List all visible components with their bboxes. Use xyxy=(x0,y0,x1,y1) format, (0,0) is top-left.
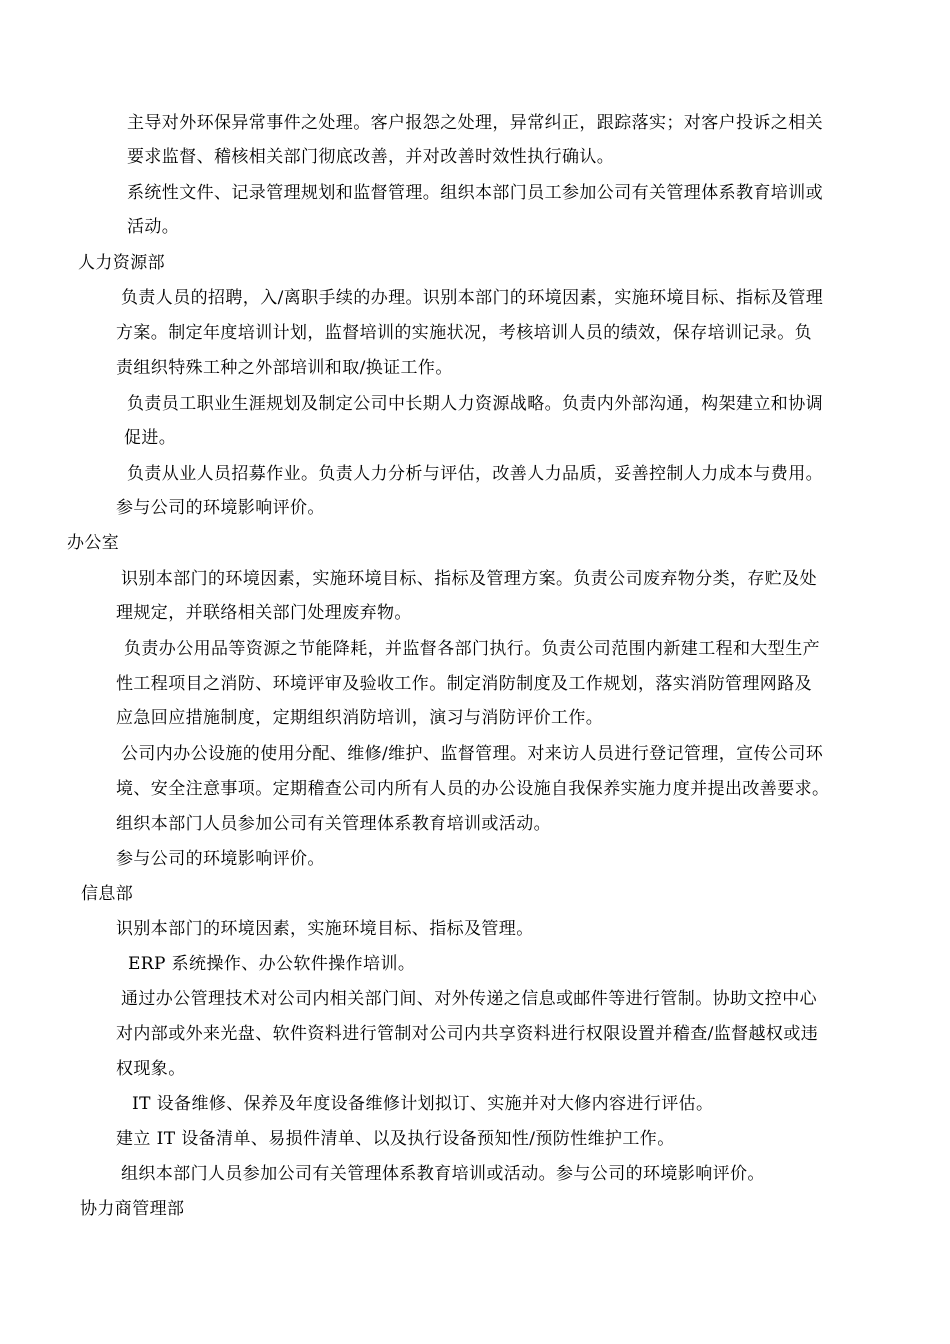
text-line: 权现象。 xyxy=(116,1059,186,1079)
text-line: 系统性文件、记录管理规划和监督管理。组织本部门员工参加公司有关管理体系教育培训或 xyxy=(127,183,823,203)
text-line: 主导对外环保异常事件之处理。客户报怨之处理，异常纠正，跟踪落实；对客户投诉之相关 xyxy=(127,113,823,133)
text-line: 识别本部门的环境因素，实施环境目标、指标及管理方案。负责公司废弃物分类，存贮及处 xyxy=(121,569,817,589)
section-heading-it: 信息部 xyxy=(81,884,134,904)
text-line: 负责人员的招聘，入/离职手续的办理。识别本部门的环境因素，实施环境目标、指标及管理 xyxy=(121,288,824,308)
text-line: 应急回应措施制度，定期组织消防培训，演习与消防评价工作。 xyxy=(116,708,604,728)
text-line: 组织本部门人员参加公司有关管理体系教育培训或活动。参与公司的环境影响评价。 xyxy=(121,1164,765,1184)
text-line: 境、安全注意事项。定期稽查公司内所有人员的办公设施自我保养实施力度并提出改善要求。 xyxy=(116,779,830,799)
text-line: 建立 IT 设备清单、易损件清单、以及执行设备预知性/预防性维护工作。 xyxy=(116,1129,675,1149)
text-line: 负责办公用品等资源之节能降耗，并监督各部门执行。负责公司范围内新建工程和大型生产 xyxy=(124,639,820,659)
text-line: 方案。制定年度培训计划，监督培训的实施状况，考核培训人员的绩效，保存培训记录。负 xyxy=(116,323,812,343)
text-line: 性工程项目之消防、环境评审及验收工作。制定消防制度及工作规划，落实消防管理网路及 xyxy=(116,674,812,694)
section-heading-supplier: 协力商管理部 xyxy=(80,1199,185,1219)
text-line: 活动。 xyxy=(127,217,180,237)
text-line: ERP 系统操作、办公软件操作培训。 xyxy=(128,954,416,974)
section-heading-office: 办公室 xyxy=(67,533,120,553)
text-line: 要求监督、稽核相关部门彻底改善，并对改善时效性执行确认。 xyxy=(127,147,615,167)
text-line: 参与公司的环境影响评价。 xyxy=(116,498,325,518)
text-line: 公司内办公设施的使用分配、维修/维护、监督管理。对来访人员进行登记管理，宣传公司环 xyxy=(121,744,824,764)
text-line: 通过办公管理技术对公司内相关部门间、对外传递之信息或邮件等进行管制。协助文控中心 xyxy=(121,989,817,1009)
text-line: 负责员工职业生涯规划及制定公司中长期人力资源战略。负责内外部沟通，构架建立和协调 xyxy=(127,394,823,414)
text-line: 理规定，并联络相关部门处理废弃物。 xyxy=(116,603,412,623)
text-line: 促进。 xyxy=(124,428,177,448)
text-line: 识别本部门的环境因素，实施环境目标、指标及管理。 xyxy=(116,919,534,939)
section-heading-hr: 人力资源部 xyxy=(78,253,165,273)
text-line: IT 设备维修、保养及年度设备维修计划拟订、实施并对大修内容进行评估。 xyxy=(132,1094,714,1114)
text-line: 组织本部门人员参加公司有关管理体系教育培训或活动。 xyxy=(116,814,551,834)
text-line: 对内部或外来光盘、软件资料进行管制对公司内共享资料进行权限设置并稽查/监督越权或违 xyxy=(116,1024,819,1044)
text-line: 责组织特殊工种之外部培训和取/换证工作。 xyxy=(116,358,453,378)
text-line: 参与公司的环境影响评价。 xyxy=(116,849,325,869)
text-line: 负责从业人员招募作业。负责人力分析与评估，改善人力品质，妥善控制人力成本与费用。 xyxy=(127,464,823,484)
